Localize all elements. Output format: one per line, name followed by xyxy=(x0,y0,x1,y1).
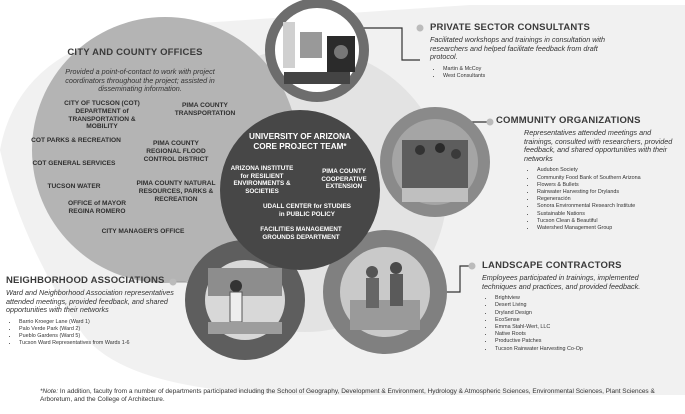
list-item: • Barrio Kroeger Lane (Ward 1) xyxy=(18,319,176,326)
list-item: • Rainwater Harvesting for Drylands xyxy=(536,189,682,196)
core-title: UNIVERSITY OF ARIZONA CORE PROJECT TEAM* xyxy=(249,132,351,151)
list-item: • EcoSense xyxy=(494,317,674,324)
office-cot-general-services: COT GENERAL SERVICES xyxy=(32,160,116,167)
landscape-list xyxy=(474,295,674,353)
photo-person xyxy=(451,149,461,159)
list-item: • Tucson Clean & Beautiful xyxy=(536,218,682,225)
core-member-udall: UDALL CENTER for STUDIES in PUBLIC POLICY xyxy=(262,203,352,218)
landscape-panel xyxy=(474,260,674,353)
core-member-aires: ARIZONA INSTITUTE for RESILIENT ENVIRONMENTS & SOCIETIES xyxy=(230,165,294,195)
neighborhood-description: Ward and Neighborhood Association representatives attended meetings, provided feedback, and shared opportunities with their networks xyxy=(6,288,174,315)
list-item: • Flowers & Bullets xyxy=(536,182,682,189)
list-item: • Audubon Society xyxy=(536,167,682,174)
list-item: • Community Food Bank of Southern Arizona xyxy=(536,175,682,182)
neighborhood-panel xyxy=(6,275,176,348)
photo-person xyxy=(230,292,242,322)
list-item: • Sonora Environmental Research Institute xyxy=(536,203,682,210)
photo-trees xyxy=(208,268,282,296)
photo-people xyxy=(402,140,468,188)
community-description: Representatives attended meetings and trainings, consulted with researchers, provided feedback, and shared opportunities with their networks xyxy=(524,128,673,163)
office-pima-flood-control: PIMA COUNTY REGIONAL FLOOD CONTROL DISTRICT xyxy=(143,140,209,163)
office-city-manager: CITY MANAGER'S OFFICE xyxy=(101,228,185,235)
office-pima-natural-resources: PIMA COUNTY NATURAL RESOURCES, PARKS & RECREATION xyxy=(136,180,216,203)
photo-person xyxy=(415,145,425,155)
community-panel xyxy=(492,115,682,232)
office-mayor: OFFICE of MAYOR REGINA ROMERO xyxy=(67,200,126,215)
list-item: • Tucson Ward Representatives from Wards 1-6 xyxy=(18,340,176,347)
list-item: • Watershed Management Group xyxy=(536,225,682,232)
footnote xyxy=(40,388,660,404)
neighborhood-list xyxy=(6,319,176,348)
footnote-text: In addition, faculty from a number of departments participated including the School of Geography, Development & Environment, Hydrology & Atmospheric Sciences, Environmental Sciences, Plant Sciences & Arboretum, and the College of Architecture. xyxy=(40,388,655,404)
core-member-facilities: FACILITIES MANAGEMENT GROUNDS DEPARTMENT xyxy=(260,226,342,241)
office-cot-transportation: CITY OF TUCSON (COT) DEPARTMENT of TRANSPORTATION & MOBILITY xyxy=(64,100,140,131)
list-item: • Sustainable Nations xyxy=(536,211,682,218)
list-item: • Native Roots xyxy=(494,331,674,338)
photo-ground xyxy=(350,300,420,330)
private-sector-list xyxy=(418,66,618,80)
photo-screen xyxy=(283,22,295,68)
private-sector-title: PRIVATE SECTOR CONSULTANTS xyxy=(430,22,591,33)
list-item: • Dryland Design xyxy=(494,310,674,317)
office-cot-parks: COT PARKS & RECREATION xyxy=(31,137,121,144)
community-list xyxy=(492,167,682,232)
photo-person xyxy=(230,280,242,292)
list-item: • Regeneración xyxy=(536,196,682,203)
photo-desk xyxy=(284,72,350,84)
list-item: • Desert Living xyxy=(494,302,674,309)
city-county-description: Provided a point-of-contact to work with project coordinators throughout the project; assisted in disseminating information. xyxy=(65,67,215,94)
photo-person xyxy=(390,262,402,274)
neighborhood-title: NEIGHBORHOOD ASSOCIATIONS xyxy=(6,275,165,286)
list-item: • Brightview xyxy=(494,295,674,302)
photo-ground xyxy=(402,188,468,202)
list-item: • Pueblo Gardens (Ward 5) xyxy=(18,333,176,340)
photo-ground xyxy=(208,322,282,334)
footnote-label: *Note: xyxy=(40,388,59,395)
community-title: COMMUNITY ORGANIZATIONS xyxy=(496,115,641,126)
list-item: • Emma Stahl-Wert, LLC xyxy=(494,324,674,331)
office-tucson-water: TUCSON WATER xyxy=(47,183,101,190)
photo-screen xyxy=(300,32,322,58)
private-sector-description: Facilitated workshops and trainings in consultation with researchers and helped facilitate feedback from draft protocol. xyxy=(430,35,605,62)
list-item: • Productive Patches xyxy=(494,338,674,345)
landscape-description: Employees participated in trainings, implemented techniques and practices, and provided feedback. xyxy=(482,273,641,291)
office-pima-transportation: PIMA COUNTY TRANSPORTATION xyxy=(174,102,236,117)
city-county-title: CITY AND COUNTY OFFICES xyxy=(67,47,203,58)
photo-person xyxy=(334,45,348,59)
landscape-title: LANDSCAPE CONTRACTORS xyxy=(482,260,622,271)
photo-person xyxy=(435,143,445,153)
list-item: • Palo Verde Park (Ward 2) xyxy=(18,326,176,333)
core-member-extension: PIMA COUNTY COOPERATIVE EXTENSION xyxy=(321,168,367,191)
list-item: • Martin & McCoy xyxy=(442,66,618,73)
photo-person xyxy=(390,274,403,306)
photo-person xyxy=(366,278,379,308)
photo-person xyxy=(366,266,378,278)
private-sector-panel xyxy=(418,22,618,80)
list-item: • West Consultants xyxy=(442,73,618,80)
list-item: • Tucson Rainwater Harvesting Co-Op xyxy=(494,346,674,353)
